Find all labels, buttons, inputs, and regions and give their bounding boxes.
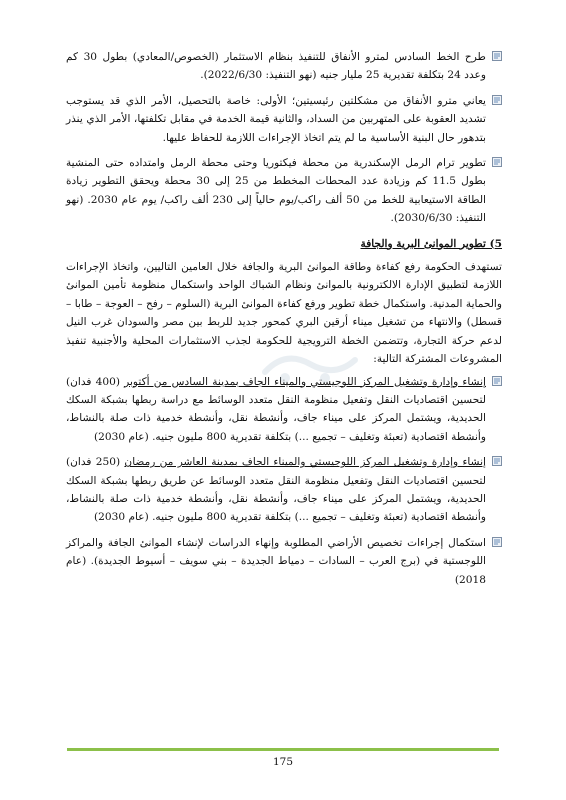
project-body: استكمال إجراءات تخصيص الأراضي المطلوبة وإنهاء الدراسات لإنشاء الموانئ الجافة والمراكز اللوجستية في (برج العرب – السادات – دمياط الجديدة – بني سويف – أسيوط الجديدة). (عام 2018): [66, 536, 486, 586]
bullet-item-metro-problems: [66, 92, 502, 147]
document-body: [66, 48, 502, 596]
bullet-text: طرح الخط السادس لمترو الأنفاق للتنفيذ بنظام الاستثمار (الخصوص/المعادي) بطول 30 كم وعدد 24 بتكلفة تقديرية 25 مليار جنيه (نهو التنفيذ: 2022/6/30).: [66, 51, 486, 82]
project-body: (400 فدان) لتحسين اقتصاديات النقل وتفعيل منظومة النقل متعدد الوسائط مع دراسة ربطها بشبكة السكك الحديدية، ويشتمل المركز على ميناء جاف، وأنشطة نقل، وأنشطة خدمية ذات صلة بالنشاط، وأنشطة اقتصادية (تعبئة وتغليف – تجميع ...) بتكلفة تقديرية 800 مليون جنيه. (عام 2030): [66, 375, 486, 443]
section-heading: 5) تطوير الموانئ البرية والجافة: [360, 237, 502, 250]
bullet-item-land-allocation: [66, 534, 502, 589]
intro-paragraph: تستهدف الحكومة رفع كفاءة وطاقة الموانئ البرية والجافة خلال العامين التاليين، واتخاذ الإجراءات اللازمة لتطبيق الإدارة الالكترونية بالموانئ ونظام الشباك الواحد واستكمال منظومة تأمين الموانئ والحماية المدنية. واستكمال خطة تطوير ورفع كفاءة الموانئ البرية (السلوم – رفح – العوجة – طابا – قسطل) والانتهاء من تشغيل ميناء أرقين البري كمحور جديد للربط بين مصر والسودان غرب النيل لدعم حركة التجارة، وتتضمن الخطة الترويجية للحكومة لجذب الاستثمارات المحلية والأجنبية تنفيذ المشروعات المشتركة التالية:: [66, 261, 502, 366]
project-title: إنشاء وإدارة وتشغيل المركز اللوجيستي والميناء الجاف بمدينة العاشر من رمضان: [124, 456, 486, 469]
bullet-text: تطوير ترام الرمل الإسكندرية من محطة فيكتوريا وحتى محطة الرمل وامتداده حتى المنشية بطول 11.5 كم وزيادة عدد المحطات المخطط من 25 إلى 30 محطة ويحقق التطوير زيادة الطاقة الاستيعابية للخط من 50 ألف راكب/يوم حالياً إلى 230 ألف راكب/ يوم عام 2030. (نهو التنفيذ: 2030/6/30).: [66, 157, 486, 225]
page-number: 175: [272, 756, 294, 768]
bullet-item-raml-tram: [66, 154, 502, 228]
footer-rule: [67, 748, 499, 751]
logo-watermark-icon: [255, 342, 365, 388]
bullet-text: يعاني مترو الأنفاق من مشكلتين رئيسيتين؛ الأولى: خاصة بالتحصيل، الأمر الذي قد يستوجب تشديد العقوبة على المتهربين من السداد، والثانية قيمة الخدمة في مقابل تكلفتها، الأمر الذي ينذر بتدهور حال البنية الأساسية ما لم يتم اتخاذ الإجراءات اللازمة للحفاظ عليها.: [66, 94, 486, 144]
document-bullet-icon: [492, 51, 502, 61]
document-bullet-icon: [492, 376, 502, 386]
document-bullet-icon: [492, 537, 502, 547]
document-bullet-icon: [492, 95, 502, 105]
document-bullet-icon: [492, 157, 502, 167]
document-bullet-icon: [492, 456, 502, 466]
bullet-item-metro-line-six: [66, 48, 502, 85]
bullet-item-tenth-ramadan-dry-port: [66, 453, 502, 527]
project-body: (250 فدان) لتحسين اقتصاديات النقل وتفعيل منظومة النقل متعدد الوسائط عن طريق ربطها بشبكة السكك الحديدية، ويشتمل المركز على ميناء جاف، وأنشطة نقل، وأنشطة خدمية ذات صلة بالنشاط، وأنشطة اقتصادية (تعبئة وتغليف – تجميع ...) بتكلفة تقديرية 800 مليون جنيه. (عام 2030): [66, 456, 486, 524]
project-title: إنشاء وإدارة وتشغيل المركز اللوجيستي والميناء الجاف بمدينة السادس من أكتوبر: [124, 375, 486, 388]
